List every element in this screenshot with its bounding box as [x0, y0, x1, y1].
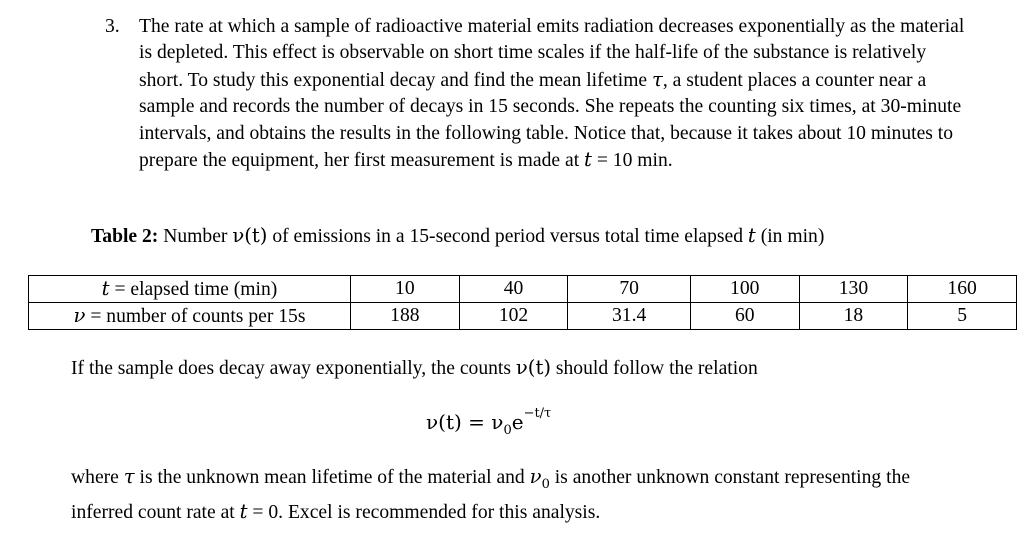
- tau-symbol: τ: [652, 67, 663, 91]
- para2-text-a: If the sample does decay away exponentially, the counts: [71, 358, 516, 379]
- formula-base: e: [511, 410, 524, 434]
- decay-formula: [426, 406, 552, 438]
- relation-intro: [71, 356, 758, 380]
- table-row: [29, 303, 1017, 330]
- row-header-variable: ν: [73, 303, 86, 327]
- row-header: [29, 303, 351, 330]
- table-cell: 5: [908, 303, 1017, 330]
- table-cell: 160: [908, 276, 1017, 303]
- row-header-text: = elapsed time (min): [109, 278, 278, 300]
- table-cell: 40: [459, 276, 568, 303]
- caption-text-c: (in min): [755, 226, 825, 247]
- table-cell: 188: [351, 303, 460, 330]
- formula-lhs: ν(t) = ν: [426, 410, 504, 434]
- caption-nu-t: ν(t): [232, 224, 268, 247]
- table-caption-label: Table 2:: [91, 226, 159, 247]
- table-caption: [91, 224, 824, 248]
- table-row: [29, 276, 1017, 303]
- para3-text-d: = 0. Excel is recommended for this analysis.: [247, 502, 601, 524]
- caption-time-variable: t: [747, 224, 756, 247]
- table-cell: 31.4: [568, 303, 691, 330]
- row-header-text: = number of counts per 15s: [85, 305, 306, 327]
- time-variable: t: [584, 148, 592, 172]
- para3-text-c: is another unknown constant representing the inferred count rate at: [71, 467, 911, 524]
- table-cell: 60: [690, 303, 799, 330]
- table-cell: 130: [799, 276, 908, 303]
- formula-subscript: 0: [503, 423, 512, 438]
- table-cell: 10: [351, 276, 460, 303]
- variable-definitions: [71, 463, 971, 527]
- problem-text: [139, 14, 975, 174]
- table-cell: 102: [459, 303, 568, 330]
- para2-nu-t: ν(t): [515, 356, 551, 379]
- problem-statement: [105, 14, 975, 174]
- para3-tau: τ: [123, 465, 135, 488]
- caption-text-a: Number: [158, 226, 233, 247]
- problem-number: 3.: [105, 16, 120, 37]
- para3-nu0-sub: 0: [541, 476, 550, 492]
- table-cell: 18: [799, 303, 908, 330]
- problem-text-part1: The rate at which a sample of radioactive material emits radiation decreases exponentially as the material is depleted. This effect is observable on short time scales if the half-life of the substance is relatively short. To study this exponential decay and find the mean lifetime: [139, 16, 965, 91]
- row-header: [29, 276, 351, 303]
- para3-text-b: is the unknown mean lifetime of the material and: [134, 467, 530, 488]
- table-cell: 70: [568, 276, 691, 303]
- table-cell: 100: [690, 276, 799, 303]
- para3-time-variable: t: [239, 500, 248, 524]
- caption-text-b: of emissions in a 15-second period versus total time elapsed: [267, 226, 748, 247]
- para3-nu0: ν: [529, 465, 542, 488]
- problem-text-part2: , a student places a counter near a sample and records the number of decays in 15 seconds. She repeats the counting six times, at 30-minute intervals, and obtains the results in the following table. Notice that, because it takes about 10 minutes to prepare the equipment, her first measurement is made at: [139, 69, 962, 172]
- para3-text-a: where: [71, 467, 124, 488]
- row-header-variable: t: [101, 276, 110, 300]
- formula-exponent: −t/τ: [523, 406, 552, 422]
- data-table: [28, 275, 1017, 330]
- problem-text-part3: = 10 min.: [591, 150, 673, 172]
- para2-text-b: should follow the relation: [550, 358, 758, 379]
